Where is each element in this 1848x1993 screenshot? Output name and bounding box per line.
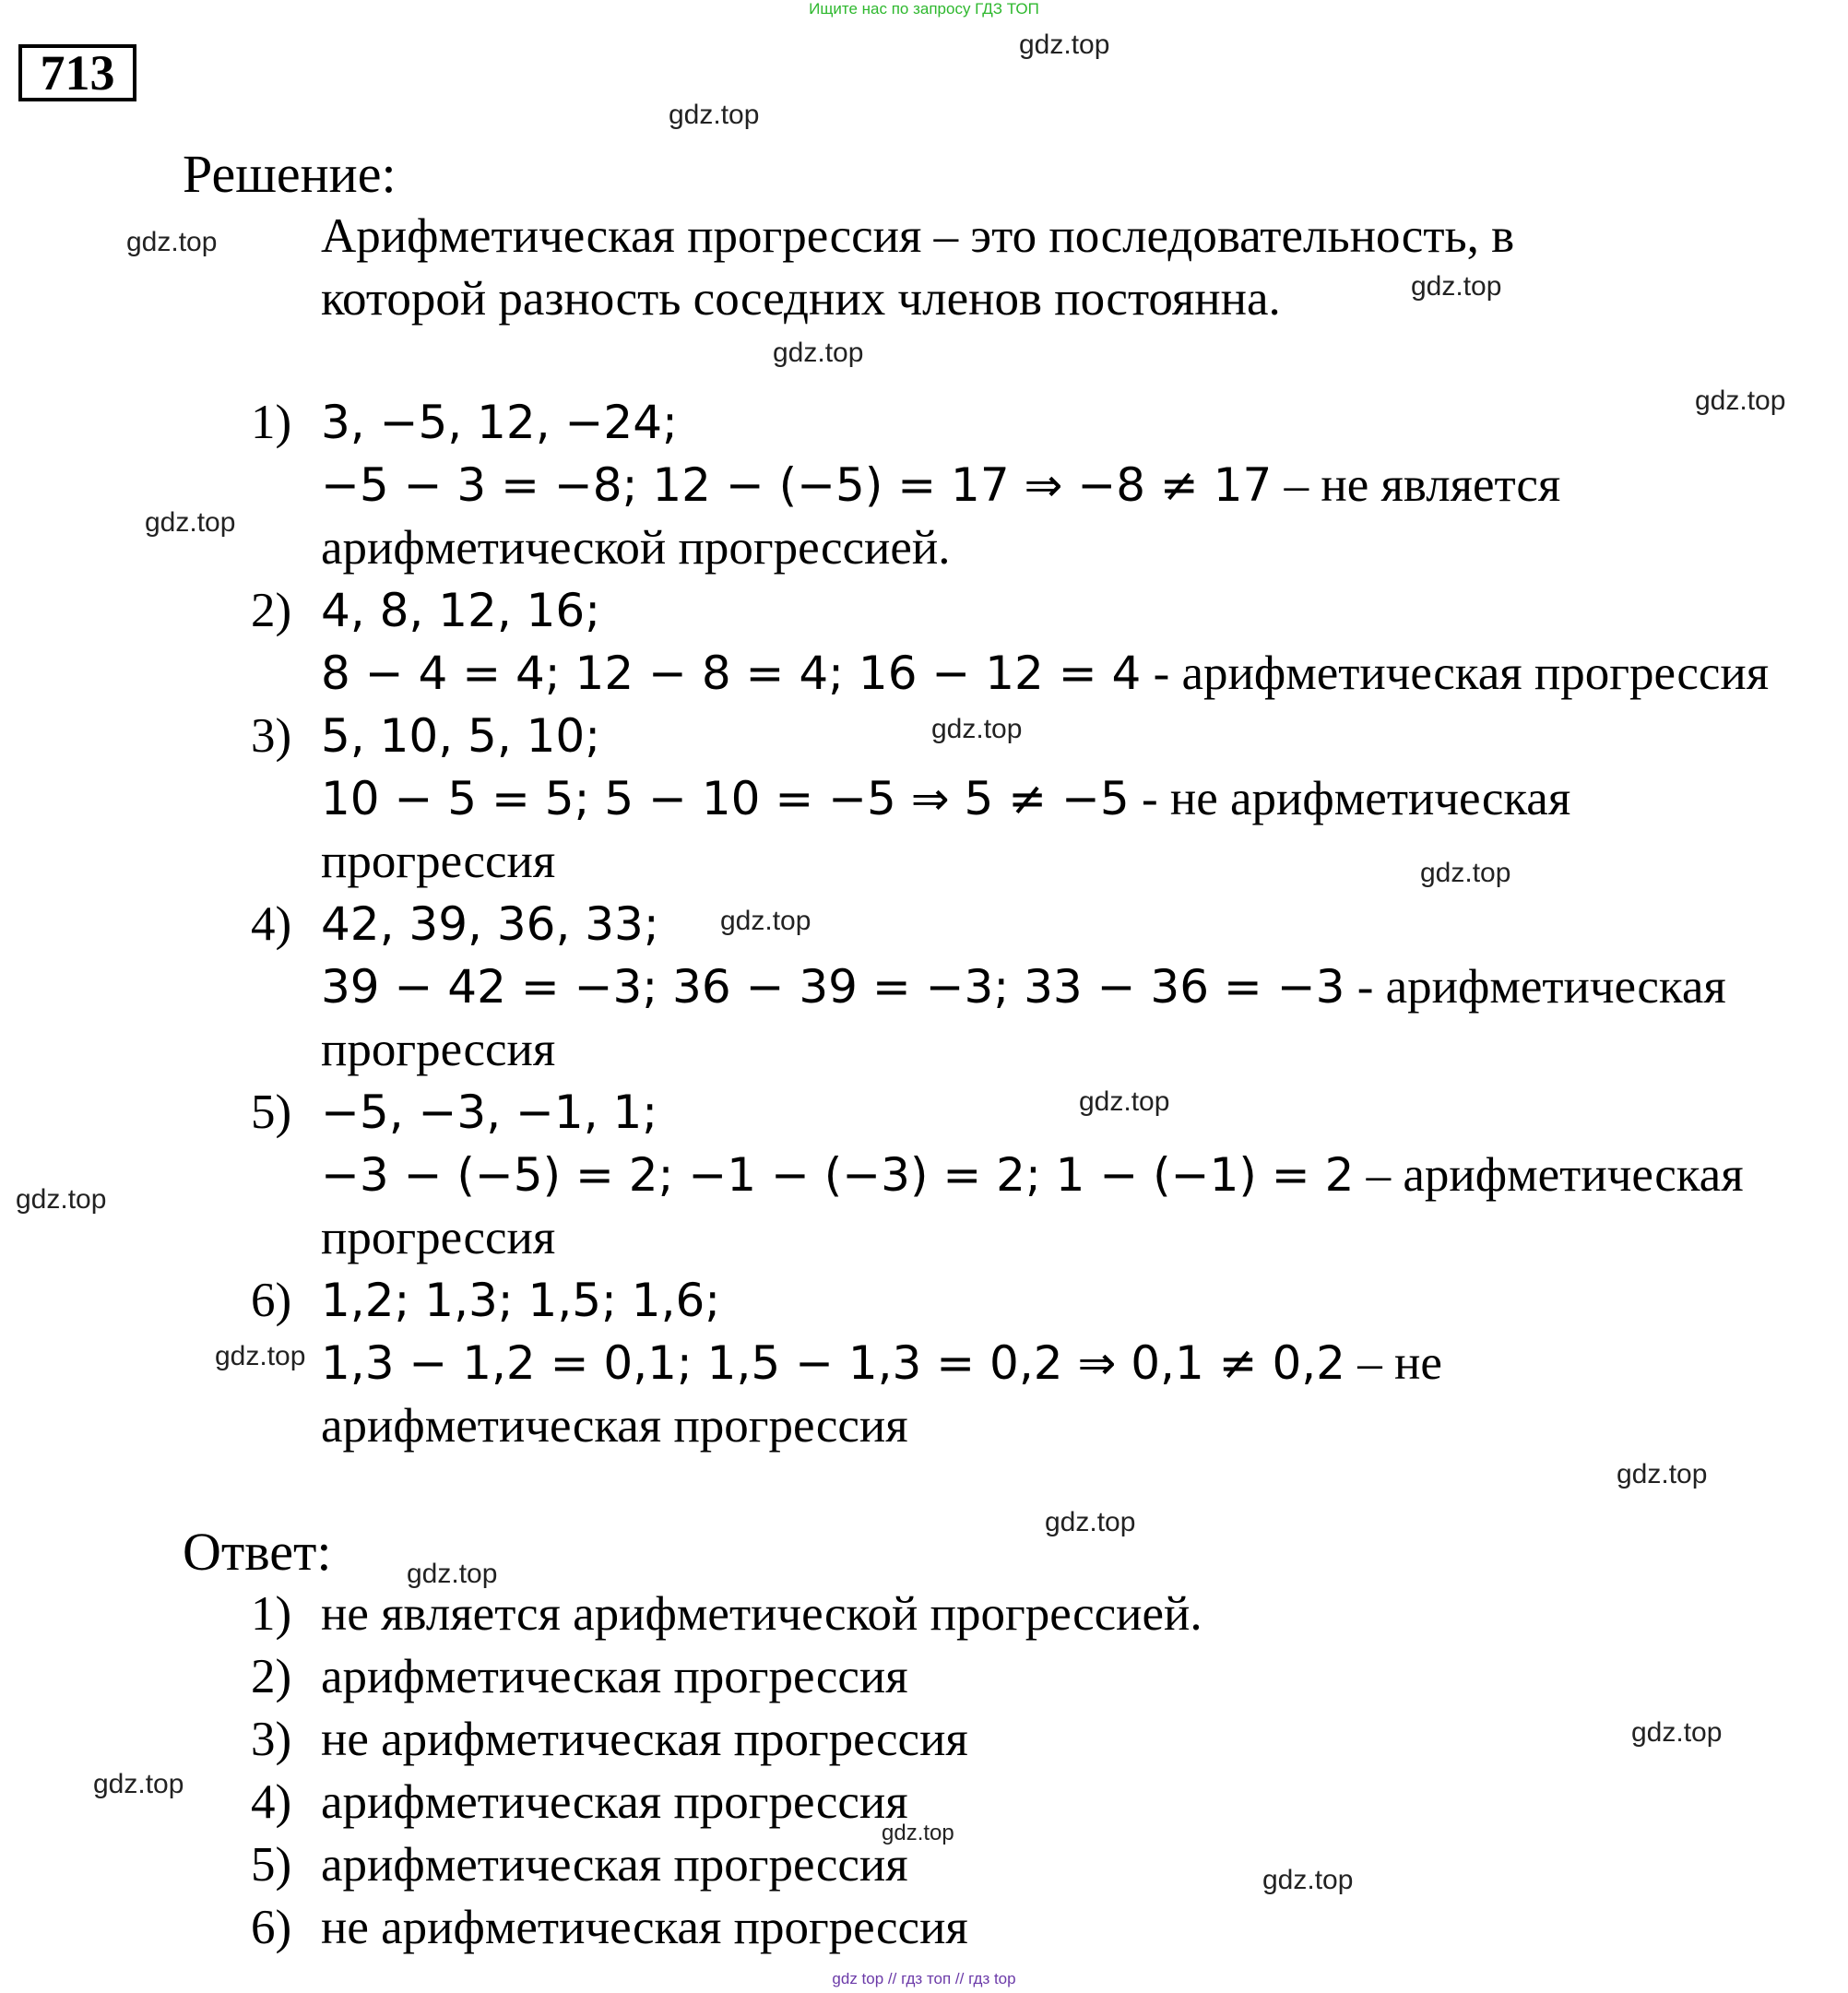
answer-marker: 2): [251, 1650, 292, 1703]
item-conclusion-cont: арифметическая прогрессия: [321, 1399, 908, 1453]
work-math: −5 − 3 = −8; 12 − (−5) = 17 ⇒ −8 ≠ 17: [321, 458, 1273, 512]
watermark: gdz.top: [145, 507, 236, 538]
sequence-math: 4, 8, 12, 16;: [321, 584, 601, 637]
item-work: [321, 1144, 1744, 1206]
answer-marker: 1): [251, 1587, 292, 1641]
work-math: 39 − 42 = −3; 36 − 39 = −3; 33 − 36 = −3: [321, 960, 1345, 1014]
item-sequence: [321, 1269, 720, 1332]
watermark: gdz.top: [16, 1184, 107, 1215]
definition-line-2: которой разность соседних членов постоянна.: [321, 272, 1281, 326]
answer-text: арифметическая прогрессия: [321, 1775, 908, 1829]
item-conclusion-cont: прогрессия: [321, 1211, 556, 1264]
answer-marker: 3): [251, 1713, 292, 1766]
item-conclusion-cont: арифметической прогрессией.: [321, 521, 951, 575]
answer-text: арифметическая прогрессия: [321, 1650, 908, 1703]
item-marker: 4): [251, 897, 292, 951]
item-conclusion: - арифметическая: [1356, 960, 1726, 1014]
item-marker: 1): [251, 396, 292, 449]
top-banner: Ищите нас по запросу ГДЗ ТОП: [809, 0, 1039, 18]
answer-marker: 5): [251, 1838, 292, 1892]
watermark: gdz.top: [126, 227, 218, 257]
footer: gdz top // гдз топ // гдз top: [832, 1970, 1016, 1987]
watermark: gdz.top: [669, 100, 760, 130]
work-math: 1,3 − 1,2 = 0,1; 1,5 − 1,3 = 0,2 ⇒ 0,1 ≠ 0,2: [321, 1336, 1345, 1390]
watermark: gdz.top: [1079, 1086, 1170, 1117]
watermark: gdz.top: [1045, 1507, 1136, 1537]
item-work: [321, 955, 1726, 1018]
work-math: 8 − 4 = 4; 12 − 8 = 4; 16 − 12 = 4: [321, 647, 1142, 700]
answer-text: не арифметическая прогрессия: [321, 1713, 968, 1766]
item-marker: 2): [251, 584, 292, 637]
watermark: gdz.top: [1411, 271, 1502, 302]
answer-heading: Ответ:: [183, 1522, 332, 1582]
item-sequence: [321, 579, 600, 642]
watermark: gdz.top: [1420, 858, 1511, 888]
definition-line-1: Арифметическая прогрессия – это последовательность, в: [321, 209, 1515, 263]
watermark: gdz.top: [931, 714, 1023, 744]
watermark: gdz.top: [1617, 1459, 1708, 1489]
work-math: −3 − (−5) = 2; −1 − (−3) = 2; 1 − (−1) = 2: [321, 1148, 1355, 1202]
item-conclusion-cont: прогрессия: [321, 835, 556, 888]
item-conclusion: – арифметическая: [1366, 1148, 1744, 1202]
sequence-math: 5, 10, 5, 10;: [321, 709, 601, 763]
answer-marker: 4): [251, 1775, 292, 1829]
item-marker: 6): [251, 1274, 292, 1327]
answer-marker: 6): [251, 1901, 292, 1954]
item-conclusion: - арифметическая прогрессия: [1153, 647, 1770, 700]
item-work: [321, 454, 1560, 516]
watermark: gdz.top: [1695, 386, 1786, 416]
sequence-math: 1,2; 1,3; 1,5; 1,6;: [321, 1274, 721, 1327]
solution-heading: Решение:: [183, 144, 397, 204]
work-math: 10 − 5 = 5; 5 − 10 = −5 ⇒ 5 ≠ −5: [321, 772, 1130, 825]
item-conclusion: - не арифметическая: [1141, 772, 1571, 825]
watermark: gdz.top: [407, 1559, 498, 1589]
item-conclusion-cont: прогрессия: [321, 1023, 556, 1076]
item-work: [321, 642, 1769, 705]
item-sequence: [321, 705, 600, 767]
item-conclusion: – не является: [1284, 458, 1561, 512]
watermark: gdz.top: [1631, 1717, 1723, 1748]
watermark: gdz.top: [1262, 1865, 1354, 1895]
item-sequence: [321, 391, 678, 454]
sequence-math: 3, −5, 12, −24;: [321, 396, 678, 449]
answer-text: арифметическая прогрессия: [321, 1838, 908, 1892]
sequence-math: 42, 39, 36, 33;: [321, 897, 659, 951]
problem-number: 713: [18, 44, 136, 101]
watermark: gdz.top: [1019, 30, 1110, 60]
answer-text: не является арифметической прогрессией.: [321, 1587, 1202, 1641]
answer-text: не арифметическая прогрессия: [321, 1901, 968, 1954]
item-work: [321, 1332, 1442, 1394]
item-work: [321, 767, 1570, 830]
watermark: gdz.top: [773, 338, 864, 368]
watermark: gdz.top: [882, 1821, 954, 1845]
watermark: gdz.top: [215, 1341, 306, 1371]
item-sequence: [321, 1081, 657, 1144]
item-marker: 5): [251, 1085, 292, 1139]
item-conclusion: – не: [1357, 1336, 1442, 1390]
item-sequence: [321, 893, 659, 955]
watermark: gdz.top: [93, 1769, 184, 1799]
watermark: gdz.top: [720, 906, 811, 936]
sequence-math: −5, −3, −1, 1;: [321, 1085, 658, 1139]
item-marker: 3): [251, 709, 292, 763]
